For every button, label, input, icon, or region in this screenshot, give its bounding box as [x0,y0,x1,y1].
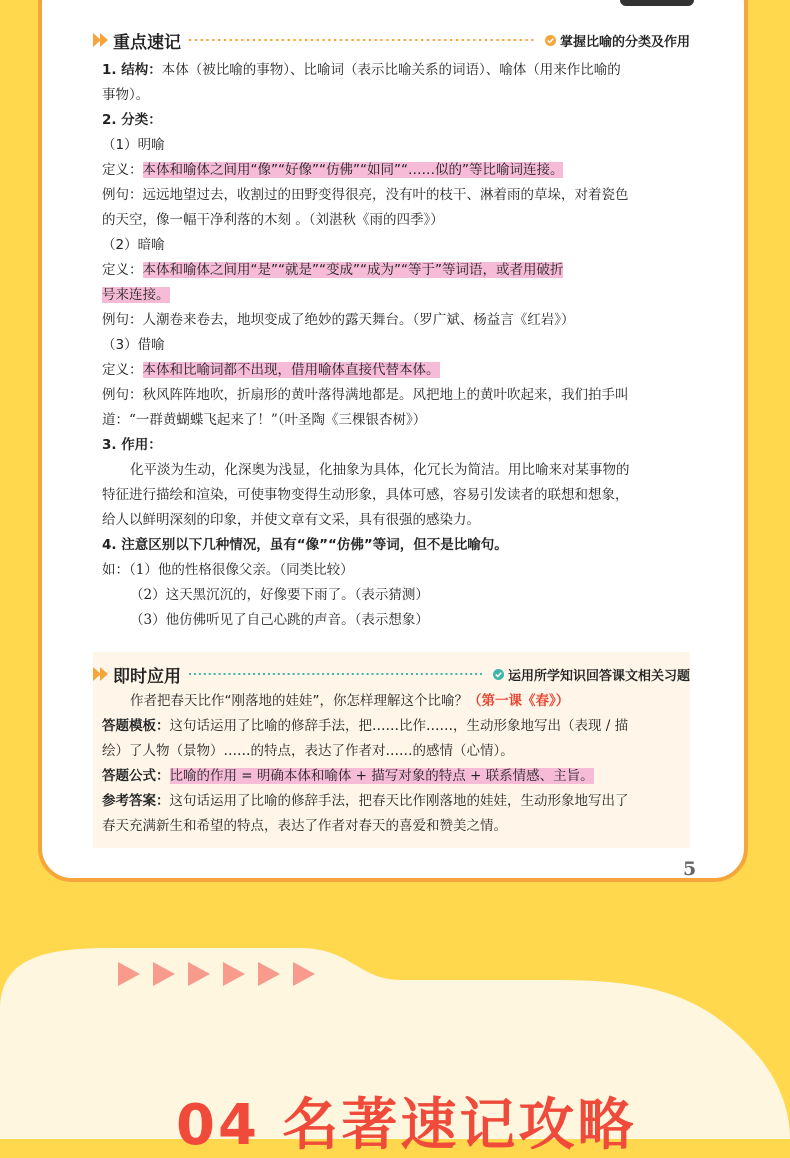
answer-label: 参考答案： [102,793,170,809]
item-label: 1. 结构： [102,62,162,78]
def-label: 定义： [102,362,143,378]
case-line: （2）这天黑沉沉的，好像要下雨了。（表示猜测） [130,587,429,603]
dotted-divider [189,672,485,676]
corner-logo [620,0,694,6]
function-text-cont: 特征进行描绘和渲染，可使事物变得生动形象，具体可感，容易引发读者的联想和想象， [102,487,629,503]
highlighted-definition: 本体和喻体之间用“是”“就是”“变成”“成为”“等于”等词语，或者用破折 [142,262,564,278]
highlighted-definition: 本体和比喻词都不出现，借用喻体直接代替本体。 [142,362,440,378]
example-label: 例句： [102,187,143,203]
example-text: 秋风阵阵地吹，折扇形的黄叶落得满地都是。风把地上的黄叶吹起来，我们拍手叫 [142,387,629,403]
loan-metaphor-example [102,383,686,408]
question-text: 作者把春天比作“刚落地的娃娃”，你怎样理解这个比喻？ [130,693,468,709]
play-triangle-icon [293,962,315,986]
case-prefix: 如： [102,562,129,578]
section-banner-title: 04 名著速记攻略 [176,1093,637,1158]
metaphor-definition [102,258,686,283]
template-line [102,714,686,739]
example-text: 远远地望过去，收割过的田野变得很亮，没有叶的枝干、淋着雨的草垛，对着瓷色 [142,187,629,203]
simile-heading: （1）明喻 [102,137,165,153]
template-line-cont: 绘）了人物（景物）……的特点，表达了作者对……的感情（心情）。 [102,743,514,759]
metaphor-example [102,308,686,333]
loan-metaphor-heading: （3）借喻 [102,337,165,353]
template-label: 答题模板： [102,718,170,734]
simile-definition [102,158,686,183]
formula-label: 答题公式： [102,768,170,784]
template-text: 这句话运用了比喻的修辞手法，把……比作……，生动形象地写出（表现 / 描 [169,718,629,734]
answer-line [102,789,686,814]
question-line [102,689,686,714]
simile-example-cont: 的天空，像一幅干净利落的木刻 。（刘湛秋《雨的四季》） [102,212,444,228]
section-header-key-points [93,27,690,53]
def-label: 定义： [102,262,143,278]
case-line [102,558,686,583]
example-text: 人潮卷来卷去，地坝变成了绝妙的露天舞台。（罗广斌、杨益言《红岩》） [142,312,575,328]
dotted-divider [189,38,537,42]
section-header-application [93,661,690,687]
section-title: 即时应用 [113,666,181,687]
play-triangle-icon [258,962,280,986]
answer-text: 这句话运用了比喻的修辞手法，把春天比作刚落地的娃娃，生动形象地写出了 [169,793,629,809]
formula-line [102,764,686,789]
loan-metaphor-example-cont: 道：“一群黄蝴蝶飞起来了！”（叶圣陶《三棵银杏树》） [102,412,427,428]
loan-metaphor-definition [102,358,686,383]
formula-text: 比喻的作用 = 明确本体和喻体 + 描写对象的特点 + 联系情感、主旨。 [169,768,594,784]
play-triangle-icon [153,962,175,986]
def-label: 定义： [102,162,143,178]
section-subtitle: 掌握比喻的分类及作用 [559,34,690,50]
double-chevron-icon [93,667,109,681]
page-number: 5 [683,858,697,880]
play-triangle-icon [223,962,245,986]
section-title: 重点速记 [113,32,181,53]
metaphor-heading: （2）暗喻 [102,237,165,253]
structure-line-cont: 事物）。 [102,87,150,103]
check-circle-icon [545,35,556,46]
section-subtitle: 运用所学知识回答课文相关习题 [507,668,690,684]
function-text-cont: 给人以鲜明深刻的印象，并使文章有文采，具有很强的感染力。 [102,512,480,528]
function-label: 3. 作用： [102,437,162,453]
simile-example [102,183,686,208]
metaphor-definition-cont [102,283,686,308]
distinction-label: 4. 注意区别以下几种情况，虽有“像”“仿佛”等词，但不是比喻句。 [102,537,508,553]
example-label: 例句： [102,312,143,328]
highlighted-definition: 本体和喻体之间用“像”“好像”“仿佛”“如同”“……似的”等比喻词连接。 [142,162,564,178]
function-text: 化平淡为生动，化深奥为浅显，化抽象为具体，化冗长为简洁。用比喻来对某事物的 [130,462,630,478]
question-source: （第一课《春》） [468,693,570,709]
case-line: （3）他仿佛听见了自己心跳的声音。（表示想象） [130,612,429,628]
play-triangle-icon [118,962,140,986]
item-text: 本体（被比喻的事物）、比喻词（表示比喻关系的词语）、喻体（用来作比喻的 [161,62,621,78]
classification-label: 2. 分类： [102,112,162,128]
structure-line [102,58,686,83]
highlighted-definition: 号来连接。 [102,287,170,303]
play-triangle-icon [188,962,210,986]
double-chevron-icon [93,33,109,47]
case-text: （1）他的性格很像父亲。（同类比较） [129,562,354,578]
example-label: 例句： [102,387,143,403]
answer-line-cont: 春天充满新生和希望的特点，表达了作者对春天的喜爱和赞美之情。 [102,818,507,834]
check-circle-icon [493,669,504,680]
